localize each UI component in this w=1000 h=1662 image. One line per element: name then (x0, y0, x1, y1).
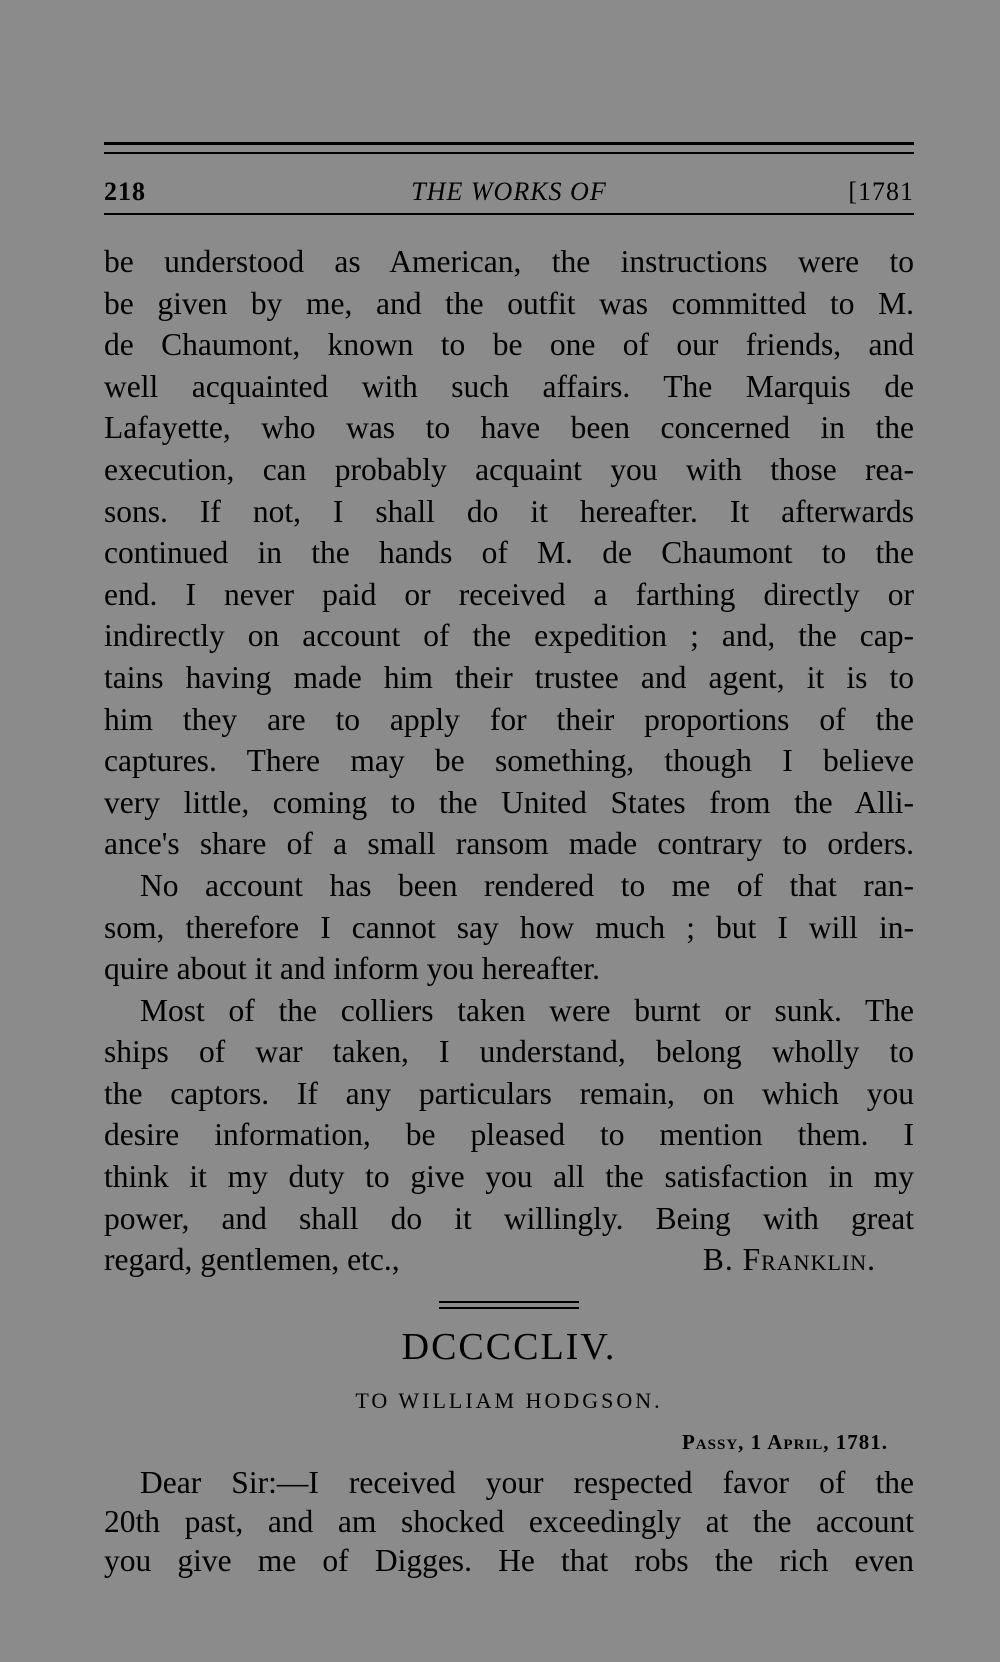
text-line: be given by me, and the outfit was committed to M. (104, 285, 914, 321)
addressee-heading: TO WILLIAM HODGSON. (355, 1387, 663, 1413)
header-year: [1781 (848, 177, 914, 206)
text-line: desire information, be pleased to mention them. I (104, 1117, 914, 1153)
closing-line (104, 1239, 914, 1281)
text-line: Lafayette, who was to have been concerned in the (104, 410, 914, 446)
text-line: captures. There may be something, though I believe (104, 743, 914, 779)
next-letter-body (104, 1463, 914, 1580)
text-line: Most of the colliers taken were burnt or sunk. The (140, 992, 914, 1028)
top-rule (104, 142, 914, 145)
text-line: the captors. If any particulars remain, on which you (104, 1075, 914, 1111)
text-line: ships of war taken, I understand, belong wholly to (104, 1034, 914, 1070)
running-header (104, 161, 914, 213)
text-line: Dear Sir:—I received your respected favor of the (140, 1464, 914, 1500)
text-line: quire about it and inform you hereafter. (104, 951, 600, 987)
text-line: de Chaumont, known to be one of our friends, and (104, 327, 914, 363)
page-content (104, 142, 914, 1580)
top-rule-inner (104, 152, 914, 154)
section-divider (439, 1301, 579, 1309)
text-line: indirectly on account of the expedition ; and, the cap- (104, 618, 914, 654)
closing-text: regard, gentlemen, etc., (104, 1242, 400, 1278)
text-line: be understood as American, the instructions were to (104, 244, 914, 279)
letter-number-heading: DCCCCLIV. (401, 1325, 617, 1368)
text-line: him they are to apply for their proportions of the (104, 701, 914, 737)
text-line: power, and shall do it willingly. Being with great (104, 1200, 914, 1236)
text-line: well acquainted with such affairs. The Marquis de (104, 368, 914, 404)
running-title: THE WORKS OF (411, 177, 607, 206)
letter-body-text (104, 241, 914, 1281)
text-line: som, therefore I cannot say how much ; but I will in- (104, 909, 914, 945)
text-line: think it my duty to give you all the satisfaction in my (104, 1159, 914, 1195)
text-line: ance's share of a small ransom made contrary to orders. (104, 826, 914, 862)
text-line: you give me of Digges. He that robs the rich even (104, 1542, 914, 1578)
text-line: continued in the hands of M. de Chaumont to the (104, 535, 914, 571)
text-line: end. I never paid or received a farthing directly or (104, 576, 914, 612)
text-line: 20th past, and am shocked exceedingly at the account (104, 1503, 914, 1539)
text-line: sons. If not, I shall do it hereafter. It afterwards (104, 493, 914, 529)
page-number: 218 (104, 177, 146, 206)
text-line: tains having made him their trustee and agent, it is to (104, 659, 914, 695)
text-line: very little, coming to the United States from the Alli- (104, 784, 914, 820)
text-line: No account has been rendered to me of that ran- (140, 867, 914, 903)
header-rule (104, 213, 914, 215)
text-line: execution, can probably acquaint you with those rea- (104, 451, 914, 487)
signature: B. Franklin. (702, 1242, 876, 1278)
dateline: Passy, 1 April, 1781. (681, 1429, 888, 1454)
